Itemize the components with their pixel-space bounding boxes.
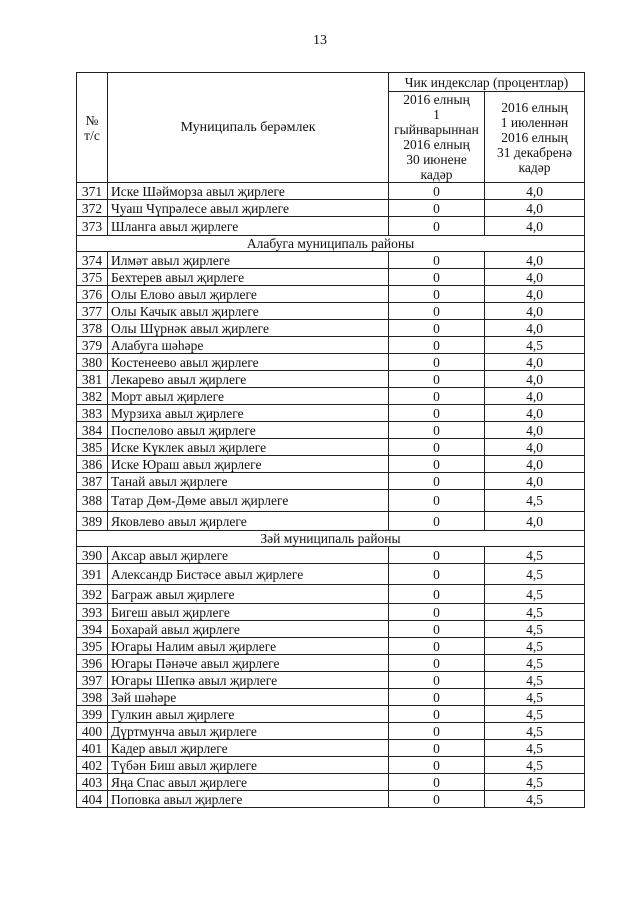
municipality-name: Яковлево авыл җирлеге <box>108 512 389 531</box>
table-row <box>77 217 585 236</box>
index-first-half: 0 <box>389 791 485 808</box>
index-second-half: 4,0 <box>485 320 585 337</box>
table-row <box>77 791 585 808</box>
index-first-half: 0 <box>389 269 485 286</box>
municipality-name: Олы Елово авыл җирлеге <box>108 286 389 303</box>
table-row <box>77 354 585 371</box>
index-first-half: 0 <box>389 689 485 706</box>
header-limit-indexes: Чик индекслар (процентлар) <box>389 73 585 92</box>
table-row <box>77 303 585 320</box>
municipality-name: Олы Качык авыл җирлеге <box>108 303 389 320</box>
row-number: 385 <box>77 439 108 456</box>
index-second-half: 4,0 <box>485 371 585 388</box>
index-second-half: 4,0 <box>485 217 585 236</box>
index-second-half: 4,5 <box>485 672 585 689</box>
row-number: 374 <box>77 252 108 269</box>
header-municipality: Муниципаль берәмлек <box>108 73 389 183</box>
index-first-half: 0 <box>389 388 485 405</box>
municipality-name: Бехтерев авыл җирлеге <box>108 269 389 286</box>
table-row <box>77 564 585 585</box>
index-first-half: 0 <box>389 422 485 439</box>
table-row <box>77 723 585 740</box>
table-row <box>77 757 585 774</box>
index-second-half: 4,0 <box>485 422 585 439</box>
row-number: 392 <box>77 585 108 604</box>
index-second-half: 4,5 <box>485 564 585 585</box>
index-first-half: 0 <box>389 473 485 490</box>
municipality-name: Мурзиха авыл җирлеге <box>108 405 389 422</box>
row-number: 401 <box>77 740 108 757</box>
row-number: 383 <box>77 405 108 422</box>
table-row <box>77 371 585 388</box>
index-first-half: 0 <box>389 585 485 604</box>
table-row <box>77 388 585 405</box>
table-row <box>77 183 585 200</box>
index-second-half: 4,5 <box>485 791 585 808</box>
index-first-half: 0 <box>389 706 485 723</box>
index-second-half: 4,5 <box>485 585 585 604</box>
row-number: 393 <box>77 604 108 621</box>
index-first-half: 0 <box>389 757 485 774</box>
district-title: Зәй муниципаль районы <box>77 531 585 547</box>
municipality-name: Иске Күклек авыл җирлеге <box>108 439 389 456</box>
row-number: 396 <box>77 655 108 672</box>
index-first-half: 0 <box>389 723 485 740</box>
row-number: 380 <box>77 354 108 371</box>
municipality-name: Яңа Спас авыл җирлеге <box>108 774 389 791</box>
row-number: 404 <box>77 791 108 808</box>
index-first-half: 0 <box>389 490 485 512</box>
index-first-half: 0 <box>389 456 485 473</box>
row-number: 376 <box>77 286 108 303</box>
index-first-half: 0 <box>389 439 485 456</box>
row-number: 391 <box>77 564 108 585</box>
index-second-half: 4,5 <box>485 740 585 757</box>
index-second-half: 4,0 <box>485 456 585 473</box>
municipality-name: Поповка авыл җирлеге <box>108 791 389 808</box>
index-first-half: 0 <box>389 252 485 269</box>
table-row <box>77 604 585 621</box>
index-second-half: 4,5 <box>485 490 585 512</box>
index-second-half: 4,5 <box>485 655 585 672</box>
table-row <box>77 337 585 354</box>
table-row <box>77 512 585 531</box>
municipality-name: Илмәт авыл җирлеге <box>108 252 389 269</box>
table-row <box>77 252 585 269</box>
row-number: 397 <box>77 672 108 689</box>
index-second-half: 4,0 <box>485 303 585 320</box>
district-section-row <box>77 236 585 252</box>
municipality-name: Танай авыл җирлеге <box>108 473 389 490</box>
row-number: 378 <box>77 320 108 337</box>
row-number: 402 <box>77 757 108 774</box>
index-second-half: 4,0 <box>485 512 585 531</box>
index-second-half: 4,0 <box>485 439 585 456</box>
row-number: 379 <box>77 337 108 354</box>
row-number: 399 <box>77 706 108 723</box>
index-second-half: 4,0 <box>485 388 585 405</box>
index-second-half: 4,5 <box>485 774 585 791</box>
municipality-name: Татар Дөм-Дөме авыл җирлеге <box>108 490 389 512</box>
municipality-name: Чуаш Чүпрәлесе авыл җирлеге <box>108 200 389 217</box>
row-number: 395 <box>77 638 108 655</box>
municipality-name: Иске Шәйморза авыл җирлеге <box>108 183 389 200</box>
index-first-half: 0 <box>389 774 485 791</box>
index-first-half: 0 <box>389 655 485 672</box>
table-body <box>77 183 585 808</box>
row-number: 403 <box>77 774 108 791</box>
municipality-name: Түбән Биш авыл җирлеге <box>108 757 389 774</box>
table-row <box>77 200 585 217</box>
district-title: Алабуга муниципаль районы <box>77 236 585 252</box>
index-first-half: 0 <box>389 604 485 621</box>
row-number: 387 <box>77 473 108 490</box>
index-first-half: 0 <box>389 371 485 388</box>
municipality-name: Гулкин авыл җирлеге <box>108 706 389 723</box>
row-number: 375 <box>77 269 108 286</box>
table-row <box>77 638 585 655</box>
index-table <box>76 72 585 808</box>
municipality-name: Олы Шүрнәк авыл җирлеге <box>108 320 389 337</box>
municipality-name: Шланга авыл җирлеге <box>108 217 389 236</box>
table-row <box>77 740 585 757</box>
municipality-name: Аксар авыл җирлеге <box>108 547 389 564</box>
table-row <box>77 774 585 791</box>
index-second-half: 4,0 <box>485 183 585 200</box>
table-row <box>77 405 585 422</box>
index-first-half: 0 <box>389 303 485 320</box>
district-section-row <box>77 531 585 547</box>
index-first-half: 0 <box>389 354 485 371</box>
index-first-half: 0 <box>389 512 485 531</box>
index-first-half: 0 <box>389 320 485 337</box>
index-second-half: 4,5 <box>485 689 585 706</box>
row-number: 384 <box>77 422 108 439</box>
row-number: 394 <box>77 621 108 638</box>
table-row <box>77 320 585 337</box>
index-second-half: 4,0 <box>485 286 585 303</box>
index-second-half: 4,5 <box>485 621 585 638</box>
table-row <box>77 490 585 512</box>
index-second-half: 4,5 <box>485 723 585 740</box>
index-second-half: 4,0 <box>485 200 585 217</box>
table-row <box>77 585 585 604</box>
index-first-half: 0 <box>389 183 485 200</box>
table-row <box>77 706 585 723</box>
index-second-half: 4,0 <box>485 269 585 286</box>
index-first-half: 0 <box>389 405 485 422</box>
index-second-half: 4,5 <box>485 638 585 655</box>
index-first-half: 0 <box>389 337 485 354</box>
table-row <box>77 655 585 672</box>
index-second-half: 4,5 <box>485 706 585 723</box>
index-second-half: 4,0 <box>485 473 585 490</box>
row-number: 371 <box>77 183 108 200</box>
row-number: 388 <box>77 490 108 512</box>
row-number: 398 <box>77 689 108 706</box>
header-number: № т/с <box>77 73 108 183</box>
municipality-name: Морт авыл җирлеге <box>108 388 389 405</box>
table-row <box>77 473 585 490</box>
row-number: 390 <box>77 547 108 564</box>
index-first-half: 0 <box>389 200 485 217</box>
municipality-name: Иске Юраш авыл җирлеге <box>108 456 389 473</box>
table-row <box>77 672 585 689</box>
municipality-name: Поспелово авыл җирлеге <box>108 422 389 439</box>
table-row <box>77 456 585 473</box>
municipality-name: Югары Налим авыл җирлеге <box>108 638 389 655</box>
row-number: 372 <box>77 200 108 217</box>
municipality-name: Дүртмунча авыл җирлеге <box>108 723 389 740</box>
table-row <box>77 621 585 638</box>
table-row <box>77 269 585 286</box>
row-number: 389 <box>77 512 108 531</box>
index-first-half: 0 <box>389 217 485 236</box>
municipality-name: Алабуга шәһәре <box>108 337 389 354</box>
index-second-half: 4,5 <box>485 547 585 564</box>
row-number: 400 <box>77 723 108 740</box>
municipality-name: Александр Бистәсе авыл җирлеге <box>108 564 389 585</box>
index-second-half: 4,0 <box>485 405 585 422</box>
table-row <box>77 439 585 456</box>
municipality-name: Бохарай авыл җирлеге <box>108 621 389 638</box>
header-period-first-half: 2016 елның 1 гыйнварыннан 2016 елның 30 июнене кадәр <box>389 92 485 183</box>
row-number: 386 <box>77 456 108 473</box>
municipality-name: Югары Шепкә авыл җирлеге <box>108 672 389 689</box>
row-number: 373 <box>77 217 108 236</box>
municipality-name: Лекарево авыл җирлеге <box>108 371 389 388</box>
index-second-half: 4,0 <box>485 252 585 269</box>
table-row <box>77 422 585 439</box>
page-number: 13 <box>313 33 327 48</box>
municipality-name: Костенеево авыл җирлеге <box>108 354 389 371</box>
row-number: 377 <box>77 303 108 320</box>
index-first-half: 0 <box>389 740 485 757</box>
index-second-half: 4,5 <box>485 604 585 621</box>
index-first-half: 0 <box>389 564 485 585</box>
municipality-name: Югары Пәнәче авыл җирлеге <box>108 655 389 672</box>
index-second-half: 4,5 <box>485 337 585 354</box>
index-first-half: 0 <box>389 672 485 689</box>
municipality-name: Кадер авыл җирлеге <box>108 740 389 757</box>
municipality-name: Зәй шәһәре <box>108 689 389 706</box>
index-first-half: 0 <box>389 547 485 564</box>
table-row <box>77 689 585 706</box>
index-first-half: 0 <box>389 638 485 655</box>
row-number: 382 <box>77 388 108 405</box>
table-row <box>77 547 585 564</box>
index-second-half: 4,5 <box>485 757 585 774</box>
municipality-name: Баграж авыл җирлеге <box>108 585 389 604</box>
table-header <box>77 73 585 183</box>
row-number: 381 <box>77 371 108 388</box>
header-period-second-half: 2016 елның 1 июленнән 2016 елның 31 декабренә кадәр <box>485 92 585 183</box>
table-row <box>77 286 585 303</box>
index-second-half: 4,0 <box>485 354 585 371</box>
index-first-half: 0 <box>389 621 485 638</box>
index-first-half: 0 <box>389 286 485 303</box>
municipality-name: Бигеш авыл җирлеге <box>108 604 389 621</box>
